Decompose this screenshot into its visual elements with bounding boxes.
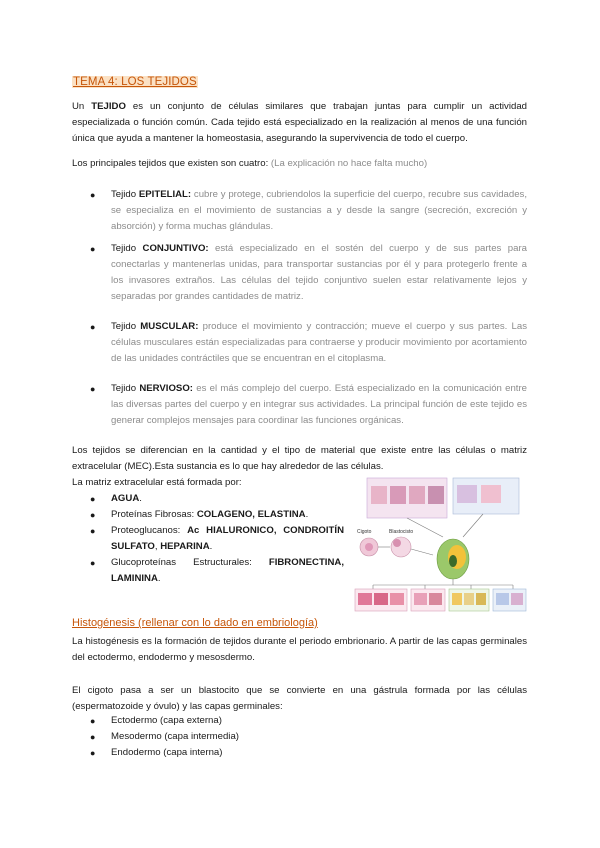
figure-thumb (371, 486, 387, 504)
tissue-item-muscular: ● Tejido MUSCULAR: produce el movimiento y contracción; mueve el cuerpo y sus partes. Las células musculares están especializadas para contraerse y producir movimiento por acortamiento de las unidades contráctiles que se encuentran en el citoplasma. (90, 321, 527, 364)
figure-blastocisto-mass (393, 539, 401, 547)
germ-layer-list (90, 713, 390, 761)
tissue-item-conjuntivo: ● Tejido CONJUNTIVO: está especializado en el sostén del cuerpo y de sus partes para conectarlas y mantenerlas unidas, para transportar sustancias por él y para protegerlo frente a los invasores extraños. Las células del tejido conjuntivo suelen estar relativamente lejos y separadas por grandes cantidades de matriz. (90, 243, 527, 302)
figure-embryo-core (449, 555, 457, 567)
matrix-item-proteoglucanos: ● Proteoglucanos: Ac HIALURONICO, CONDROITÍN SULFATO, HEPARINA. (90, 525, 345, 552)
bullet: ● (90, 510, 96, 520)
figure-thumb (409, 486, 425, 504)
bullet: ● (90, 558, 96, 568)
histogenesis-title: Histogénesis (rellenar con lo dado en embriología) (72, 617, 318, 629)
tissue-item-nervioso: ● Tejido NERVIOSO: es el más complejo del cuerpo. Está especializado en la comunicación entre las diversas partes del cuerpo y en integrar sus actividades. La principal función de este tejido es generar complejos mensajes para coordinar las funciones orgánicas. (90, 383, 527, 426)
figure-thumb (496, 593, 509, 605)
figure-label-cigoto: Cigoto (357, 529, 372, 535)
matrix-list (90, 491, 344, 587)
germ-layer-item: ● Ectodermo (capa externa) (90, 713, 390, 729)
histogenesis-paragraph-2: El cigoto pasa a ser un blastocito que se convierte en una gástrula formada por las células (espermatozoide y óvulo) y las capas germinales: (72, 685, 527, 712)
bullet: ● (90, 244, 96, 254)
intro-paragraph: Un TEJIDO es un conjunto de células similares que trabajan juntas para cumplir un actividad especializada o función común. Cada tejido está especializado en la realización al menos de una función única que ayuda a mantener la homeostasia, asegurando la supervivencia de todo el cuerpo. (72, 101, 527, 144)
matrix-item-glucoproteinas: ● Glucoproteínas Estructurales: FIBRONECTINA, LAMININA. (90, 557, 344, 584)
bullet: ● (90, 494, 96, 504)
figure-thumb (428, 486, 444, 504)
bullet: ● (90, 732, 96, 742)
bullet: ● (90, 190, 96, 200)
figure-thumb (429, 593, 442, 605)
figure-thumb (390, 593, 404, 605)
page-title: TEMA 4: LOS TEJIDOS (73, 76, 197, 88)
figure-blastocisto (391, 537, 411, 557)
bullet: ● (90, 748, 96, 758)
tissue-item-epitelial: ● Tejido EPITELIAL: cubre y protege, cubriendolos la superficie del cuerpo, recubre sus cavidades, se especializa en el movimiento de sustancias a y desde la sangre (secreción, excreción y absorción) y forma muchas glándulas. (90, 189, 527, 232)
figure-thumb (374, 593, 388, 605)
bullet: ● (90, 716, 96, 726)
figure-thumb (457, 485, 477, 503)
tissue-differentiation-figure (353, 475, 528, 613)
bullet: ● (90, 322, 96, 332)
germ-layer-item: ● Endodermo (capa interna) (90, 745, 390, 761)
bullet: ● (90, 526, 96, 536)
figure-label-blastocisto: Blastocisto (389, 529, 414, 535)
figure-thumb (390, 486, 406, 504)
matrix-item-agua: ● AGUA. (90, 491, 344, 507)
matrix-intro: La matriz extracelular está formada por: (72, 477, 242, 488)
tissues-intro: Los principales tejidos que existen son cuatro: (La explicación no hace falta mucho) (72, 158, 428, 169)
matrix-paragraph: Los tejidos se diferencian en la cantidad y el tipo de material que existe entre las células o matriz extracelular (MEC).Esta sustancia es lo que hay alrededor de las células. (72, 445, 527, 472)
figure-thumb (414, 593, 427, 605)
figure-cigoto-core (365, 543, 373, 551)
figure-thumb (464, 593, 474, 605)
bullet: ● (90, 384, 96, 394)
figure-thumb (452, 593, 462, 605)
figure-thumb (481, 485, 501, 503)
histogenesis-paragraph: La histogénesis es la formación de tejidos durante el periodo embrionario. A partir de las capas germinales del ectodermo, endodermo y mesosdermo. (72, 636, 527, 663)
figure-thumb (476, 593, 486, 605)
matrix-item-proteinas: ● Proteínas Fibrosas: COLAGENO, ELASTINA. (90, 507, 344, 523)
germ-layer-item: ● Mesodermo (capa intermedia) (90, 729, 390, 745)
figure-thumb (511, 593, 523, 605)
figure-thumb (358, 593, 372, 605)
